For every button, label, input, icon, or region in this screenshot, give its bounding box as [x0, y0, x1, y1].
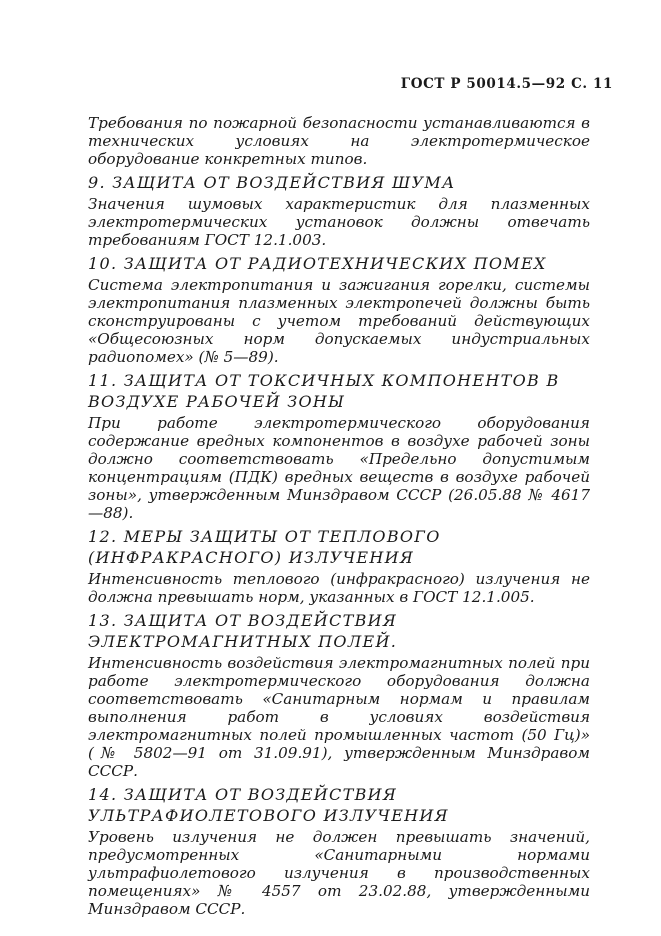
- section-paragraph: Значения шумовых характеристик для плазменных электротермических установок должны отвечать требованиям ГОСТ 12.1.003.: [88, 195, 590, 249]
- section-heading: 11. ЗАЩИТА ОТ ТОКСИЧНЫХ КОМПОНЕНТОВ В ВОЗДУХЕ РАБОЧЕЙ ЗОНЫ: [88, 371, 560, 411]
- document-body: [88, 114, 590, 918]
- section-12: [88, 526, 590, 606]
- section-paragraph: Интенсивность теплового (инфракрасного) излучения не должна превышать норм, указанных в ГОСТ 12.1.005.: [88, 570, 590, 606]
- section-13: [88, 610, 590, 780]
- section-heading: 10. ЗАЩИТА ОТ РАДИОТЕХНИЧЕСКИХ ПОМЕХ: [88, 254, 547, 273]
- section-heading: 12. МЕРЫ ЗАЩИТЫ ОТ ТЕПЛОВОГО (ИНФРАКРАСНОГО) ИЗЛУЧЕНИЯ: [88, 527, 441, 567]
- section-14: [88, 784, 590, 918]
- section-paragraph: Интенсивность воздействия электромагнитных полей при работе электротермического оборудования должна соответствовать «Санитарным нормам и правилам выполнения работ в условиях воздействия электромагнитных полей промышленных частот (50 Гц)» (№ 5802—91 от 31.09.91), утвержденным Минздравом СССР.: [88, 654, 590, 780]
- section-9: [88, 172, 590, 249]
- intro-paragraph: Требования по пожарной безопасности устанавливаются в технических условиях на электротермическое оборудование конкретных типов.: [88, 114, 590, 168]
- section-paragraph: При работе электротермического оборудования содержание вредных компонентов в воздухе рабочей зоны должно соответствовать «Предельно допустимым концентрациям (ПДК) вредных веществ в воздухе рабочей зоны», утвержденным Минздравом СССР (26.05.88 № 4617—88).: [88, 414, 590, 522]
- section-paragraph: Уровень излучения не должен превышать значений, предусмотренных «Санитарными нормами ультрафиолетового излучения в производственных помещениях» № 4557 от 23.02.88, утвержденными Минздравом СССР.: [88, 828, 590, 918]
- section-heading: 14. ЗАЩИТА ОТ ВОЗДЕЙСТВИЯ УЛЬТРАФИОЛЕТОВОГО ИЗЛУЧЕНИЯ: [88, 785, 449, 825]
- running-header: ГОСТ Р 50014.5—92 С. 11: [400, 76, 613, 92]
- section-10: [88, 253, 590, 366]
- section-heading: 9. ЗАЩИТА ОТ ВОЗДЕЙСТВИЯ ШУМА: [88, 173, 456, 192]
- section-heading: 13. ЗАЩИТА ОТ ВОЗДЕЙСТВИЯ ЭЛЕКТРОМАГНИТНЫХ ПОЛЕЙ.: [88, 611, 398, 651]
- section-11: [88, 370, 590, 522]
- section-paragraph: Система электропитания и зажигания горелки, системы электропитания плазменных электропечей должны быть сконструированы с учетом требований действующих «Общесоюзных норм допускаемых индустриальных радиопомех» (№ 5—89).: [88, 276, 590, 366]
